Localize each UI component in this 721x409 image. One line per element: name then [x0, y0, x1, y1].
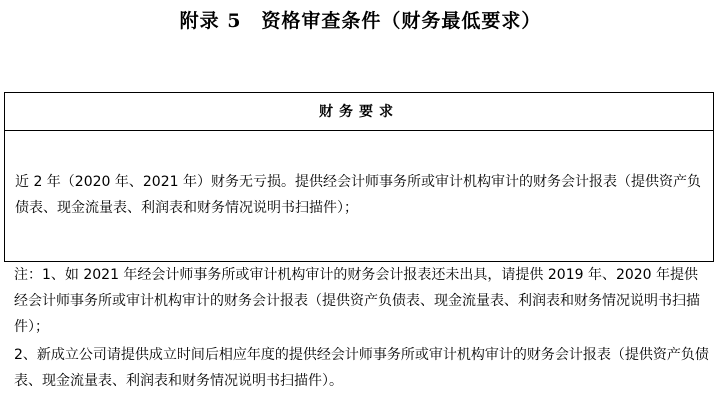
- note-1: 注：1、如 2021 年经会计师事务所或审计机构审计的财务会计报表还未出具，请提供 2019 年、2020 年提供经会计师事务所或审计机构审计的财务会计报表（提供资产负债表、现金流量表、利润表和财务情况说明书扫描件）；: [14, 267, 700, 335]
- table-header: 财务要求: [5, 93, 713, 131]
- requirements-table: [4, 92, 714, 262]
- notes-section: [14, 262, 710, 396]
- note-2: 2、新成立公司请提供成立时间后相应年度的提供经会计师事务所或审计机构审计的财务会计报表（提供资产负债表、现金流量表、利润表和财务情况说明书扫描件）。: [14, 347, 709, 389]
- table-body-text: 近 2 年（2020 年、2021 年）财务无亏损。提供经会计师事务所或审计机构审计的财务会计报表（提供资产负债表、现金流量表、利润表和财务情况说明书扫描件）；: [15, 174, 701, 216]
- page-title: 附录 5 资格审查条件（财务最低要求）: [179, 10, 542, 32]
